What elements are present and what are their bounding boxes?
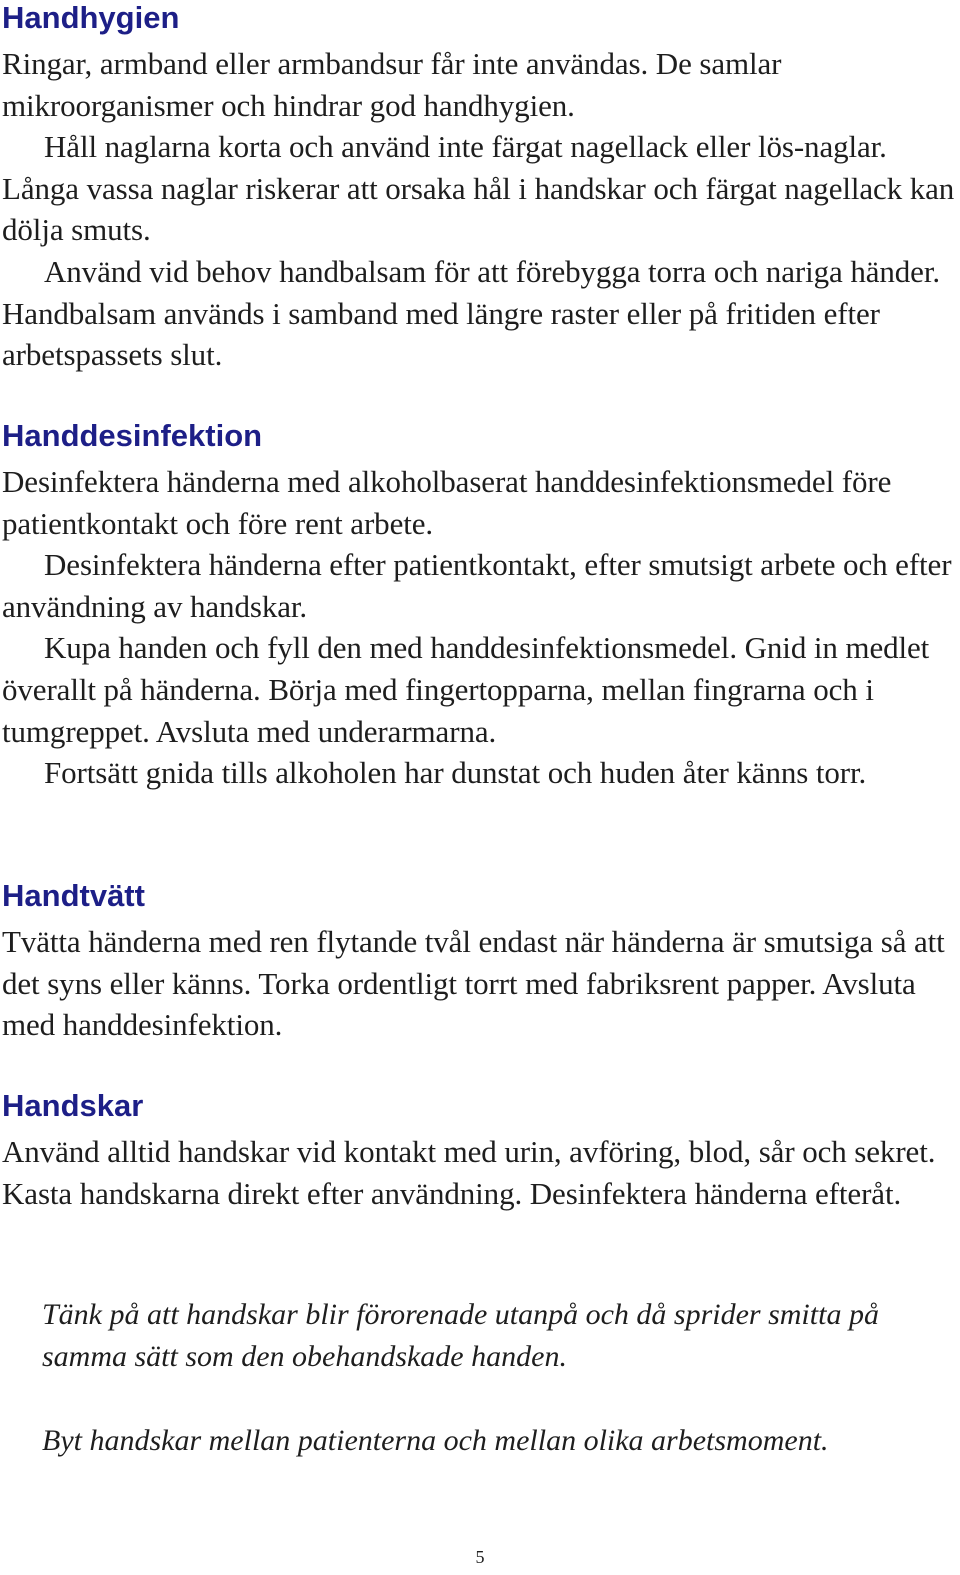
section-handtvatt <box>2 878 958 1046</box>
section-handdesinfektion <box>2 418 958 794</box>
paragraph: Desinfektera händerna med alkoholbaserat handdesinfektionsmedel före patientkontakt och före rent arbete. <box>2 464 892 541</box>
italic-note: Tänk på att handskar blir förorenade utanpå och då sprider smitta på samma sätt som den obehandskade handen. <box>42 1298 879 1373</box>
paragraph: Håll naglarna korta och använd inte färgat nagellack eller lös-naglar. Långa vassa naglar riskerar att orsaka hål i handskar och färgat nagellack kan dölja smuts. <box>2 129 955 248</box>
paragraph: Använd vid behov handbalsam för att förebygga torra och nariga händer. Handbalsam används i samband med längre raster eller på fritiden efter arbetspassets slut. <box>2 253 940 373</box>
paragraph: Desinfektera händerna efter patientkontakt, efter smutsigt arbete och efter användning av handskar. <box>2 547 952 624</box>
paragraph: Använd alltid handskar vid kontakt med urin, avföring, blod, sår och sekret. Kasta handskarna direkt efter användning. Desinfektera händerna efteråt. <box>2 1134 936 1211</box>
paragraph: Fortsätt gnida tills alkoholen har dunstat och huden åter känns torr. <box>44 755 867 791</box>
section-handhygien <box>2 0 958 376</box>
section-heading: Handskar <box>2 1088 144 1123</box>
section-handskar <box>2 1088 958 1214</box>
section-heading: Handdesinfektion <box>2 418 263 453</box>
page-number: 5 <box>475 1547 485 1567</box>
paragraph: Tvätta händerna med ren flytande tvål endast när händerna är smutsiga så att det syns eller känns. Torka ordentligt torrt med fabriksrent papper. Avsluta med handdesinfektion. <box>2 924 945 1043</box>
paragraph: Kupa handen och fyll den med handdesinfektionsmedel. Gnid in medlet överallt på händerna. Börja med fingertopparna, mellan fingrarna och i tumgreppet. Avsluta med underarmarna. <box>2 630 930 749</box>
paragraph: Ringar, armband eller armbandsur får inte användas. De samlar mikroorganismer och hindrar god handhygien. <box>2 46 782 123</box>
notes-block <box>42 1294 942 1462</box>
section-heading: Handtvätt <box>2 878 145 913</box>
italic-note: Byt handskar mellan patienterna och mellan olika arbetsmoment. <box>42 1424 829 1457</box>
section-heading: Handhygien <box>2 0 180 35</box>
